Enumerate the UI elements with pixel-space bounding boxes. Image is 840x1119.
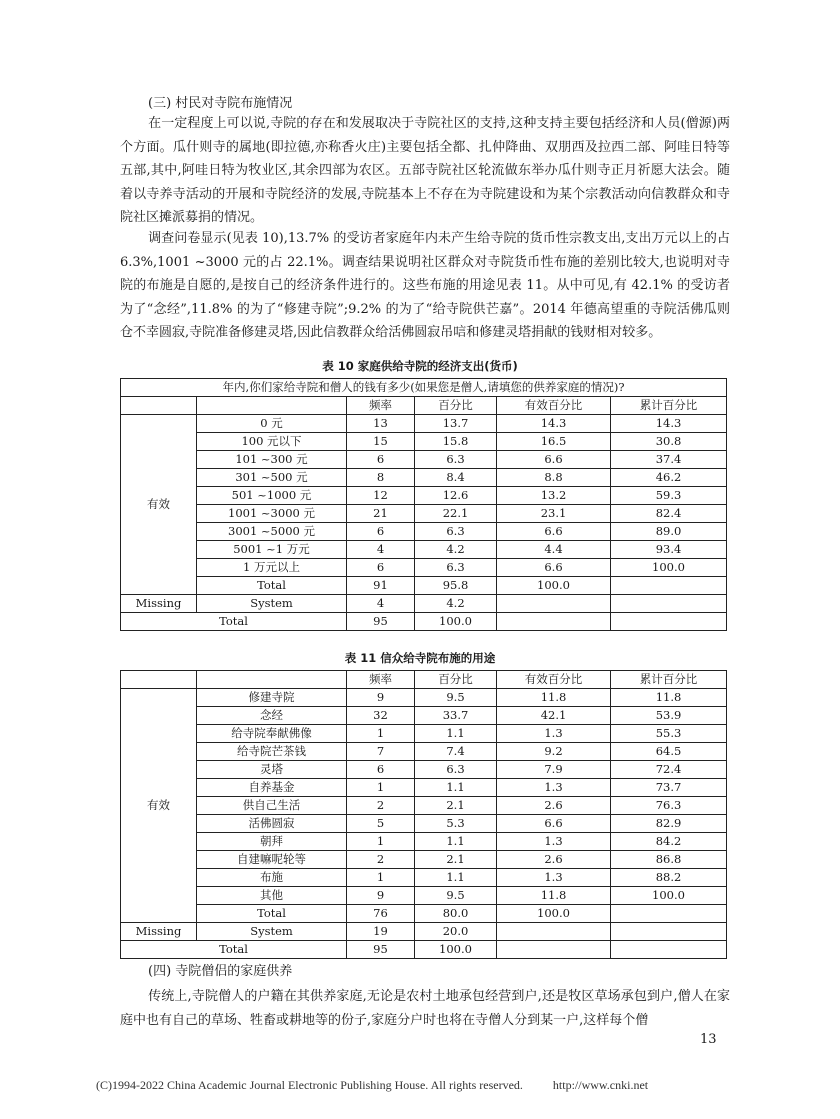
paragraph-2 <box>120 227 730 345</box>
table-cell-valid-pct: 23.1 <box>497 505 611 523</box>
section-heading-4: (四) 寺院僧侣的家庭供养 <box>148 964 293 979</box>
table-cell-freq: 2 <box>347 797 415 815</box>
table-cell-cum-pct: 89.0 <box>611 523 727 541</box>
table-row <box>121 469 727 487</box>
empty-cell <box>497 941 611 959</box>
table-header-cell: 累计百分比 <box>611 397 727 415</box>
table-cell-pct: 8.4 <box>415 469 497 487</box>
table-10-question-row <box>121 379 727 397</box>
table-cell-valid-pct: 16.5 <box>497 433 611 451</box>
table-cell-pct: 2.1 <box>415 851 497 869</box>
table-header-blank <box>197 671 347 689</box>
grand-total-row <box>121 941 727 959</box>
table-cell-pct: 1.1 <box>415 833 497 851</box>
table-cell-freq: 7 <box>347 743 415 761</box>
empty-cell <box>497 923 611 941</box>
table-cell-valid-pct: 2.6 <box>497 851 611 869</box>
table-cell-freq: 6 <box>347 559 415 577</box>
table-header-cell: 百分比 <box>415 671 497 689</box>
table-cell-label: Total <box>197 905 347 923</box>
table-header-cell: 有效百分比 <box>497 671 611 689</box>
missing-label: Missing <box>121 923 197 941</box>
table-cell-freq: 12 <box>347 487 415 505</box>
table-cell-label: 100 元以下 <box>197 433 347 451</box>
table-cell-valid-pct: 7.9 <box>497 761 611 779</box>
table-row <box>121 797 727 815</box>
table-cell-freq: 8 <box>347 469 415 487</box>
table-cell-valid-pct: 9.2 <box>497 743 611 761</box>
table-row <box>121 761 727 779</box>
table-cell-valid-pct: 6.6 <box>497 559 611 577</box>
table-cell-valid-pct: 100.0 <box>497 577 611 595</box>
table-cell-label: 给寺院芒茶钱 <box>197 743 347 761</box>
paragraph-1-text: 在一定程度上可以说,寺院的存在和发展取决于寺院社区的支持,这种支持主要包括经济和人员(僧源)两个方面。瓜什则寺的属地(即拉德,亦称香火庄)主要包括全都、扎仲降曲、双朋西及拉西二部、阿哇日特等五部,其中,阿哇日特为牧业区,其余四部为农区。五部寺院社区轮流做东举办瓜什则寺正月祈愿大法会。随着以寺养寺活动的开展和寺院经济的发展,寺院基本上不存在为寺院建设和为某个宗教活动向信教群众和寺院社区摊派募捐的情况。 <box>120 116 730 226</box>
table-cell-label: Total <box>197 577 347 595</box>
table-row <box>121 523 727 541</box>
table-cell-pct: 6.3 <box>415 761 497 779</box>
table-cell-cum-pct: 72.4 <box>611 761 727 779</box>
table-cell-label: 其他 <box>197 887 347 905</box>
table-10-question: 年内,你们家给寺院和僧人的钱有多少(如果您是僧人,请填您的供养家庭的情况)? <box>121 379 727 397</box>
table-cell-pct: 6.3 <box>415 523 497 541</box>
table-cell-label: 3001 ~5000 元 <box>197 523 347 541</box>
table-cell-valid-pct: 13.2 <box>497 487 611 505</box>
table-cell-freq: 1 <box>347 869 415 887</box>
table-cell-cum-pct: 53.9 <box>611 707 727 725</box>
table-cell-label: 301 ~500 元 <box>197 469 347 487</box>
table-cell-freq: 13 <box>347 415 415 433</box>
table-cell-label: 布施 <box>197 869 347 887</box>
empty-cell <box>611 923 727 941</box>
table-cell-pct: 13.7 <box>415 415 497 433</box>
table-cell-label: 修建寺院 <box>197 689 347 707</box>
paragraph-3-text: 传统上,寺院僧人的户籍在其供养家庭,无论是农村土地承包经营到户,还是牧区草场承包到户,僧人在家庭中也有自己的草场、牲畜或耕地等的份子,家庭分户时也将在寺僧人分到某一户,这样每个僧 <box>120 989 730 1028</box>
table-cell-pct: 1.1 <box>415 869 497 887</box>
table-cell-cum-pct: 100.0 <box>611 887 727 905</box>
table-cell-pct: 2.1 <box>415 797 497 815</box>
table-11 <box>120 670 727 959</box>
paragraph-3 <box>120 985 730 1032</box>
empty-cell <box>611 941 727 959</box>
table-cell-valid-pct: 1.3 <box>497 779 611 797</box>
table-header-blank <box>197 397 347 415</box>
table-cell-cum-pct: 84.2 <box>611 833 727 851</box>
table-cell-pct: 4.2 <box>415 541 497 559</box>
table-cell-freq: 19 <box>347 923 415 941</box>
table-cell-pct: 33.7 <box>415 707 497 725</box>
missing-row <box>121 595 727 613</box>
table-cell-label: 5001 ~1 万元 <box>197 541 347 559</box>
table-row <box>121 725 727 743</box>
table-row <box>121 487 727 505</box>
table-cell-pct: 12.6 <box>415 487 497 505</box>
table-10-header-row <box>121 397 727 415</box>
table-cell-cum-pct: 11.8 <box>611 689 727 707</box>
grand-total-label: Total <box>121 941 347 959</box>
table-cell-freq: 9 <box>347 689 415 707</box>
table-row <box>121 689 727 707</box>
table-cell-label: 供自己生活 <box>197 797 347 815</box>
table-cell-freq: 95 <box>347 613 415 631</box>
table-header-cell: 累计百分比 <box>611 671 727 689</box>
table-header-blank <box>121 397 197 415</box>
table-header-cell: 百分比 <box>415 397 497 415</box>
table-cell-cum-pct: 93.4 <box>611 541 727 559</box>
table-row <box>121 451 727 469</box>
table-cell-freq: 91 <box>347 577 415 595</box>
table-cell-valid-pct: 1.3 <box>497 725 611 743</box>
table-row <box>121 779 727 797</box>
table-header-blank <box>121 671 197 689</box>
table-cell-freq: 32 <box>347 707 415 725</box>
table-cell-pct: 1.1 <box>415 779 497 797</box>
table-cell-label: 活佛圆寂 <box>197 815 347 833</box>
page-number: 13 <box>700 1032 717 1047</box>
missing-system-label: System <box>197 923 347 941</box>
table-cell-pct: 7.4 <box>415 743 497 761</box>
table-cell-cum-pct: 30.8 <box>611 433 727 451</box>
table-cell-pct: 100.0 <box>415 941 497 959</box>
table-cell-label: 自建嘛呢轮等 <box>197 851 347 869</box>
missing-label: Missing <box>121 595 197 613</box>
table-cell-cum-pct: 88.2 <box>611 869 727 887</box>
table-cell-freq: 76 <box>347 905 415 923</box>
table-cell-pct: 22.1 <box>415 505 497 523</box>
table-cell-valid-pct: 6.6 <box>497 815 611 833</box>
table-row <box>121 433 727 451</box>
table-cell-valid-pct: 14.3 <box>497 415 611 433</box>
valid-group-label: 有效 <box>121 689 197 923</box>
footer <box>96 1078 648 1093</box>
table-cell-label: 给寺院奉献佛像 <box>197 725 347 743</box>
table-cell-freq: 6 <box>347 523 415 541</box>
table-cell-label: 1001 ~3000 元 <box>197 505 347 523</box>
table-cell-cum-pct: 100.0 <box>611 559 727 577</box>
table-row <box>121 415 727 433</box>
table-cell-valid-pct: 42.1 <box>497 707 611 725</box>
table-10-title: 表 10 家庭供给寺院的经济支出(货币) <box>322 359 518 373</box>
table-cell-label: 101 ~300 元 <box>197 451 347 469</box>
table-cell-cum-pct <box>611 905 727 923</box>
table-cell-valid-pct: 4.4 <box>497 541 611 559</box>
table-cell-cum-pct: 55.3 <box>611 725 727 743</box>
table-cell-pct: 20.0 <box>415 923 497 941</box>
table-cell-valid-pct: 2.6 <box>497 797 611 815</box>
missing-row <box>121 923 727 941</box>
table-cell-pct: 80.0 <box>415 905 497 923</box>
table-row <box>121 851 727 869</box>
table-cell-freq: 1 <box>347 833 415 851</box>
table-cell-cum-pct: 64.5 <box>611 743 727 761</box>
table-cell-pct: 100.0 <box>415 613 497 631</box>
table-cell-valid-pct: 11.8 <box>497 689 611 707</box>
table-cell-label: 灵塔 <box>197 761 347 779</box>
table-cell-freq: 5 <box>347 815 415 833</box>
table-cell-pct: 15.8 <box>415 433 497 451</box>
table-cell-label: 念经 <box>197 707 347 725</box>
table-cell-freq: 15 <box>347 433 415 451</box>
table-cell-valid-pct: 1.3 <box>497 833 611 851</box>
table-cell-valid-pct: 1.3 <box>497 869 611 887</box>
table-cell-pct: 6.3 <box>415 559 497 577</box>
table-cell-cum-pct: 37.4 <box>611 451 727 469</box>
grand-total-row <box>121 613 727 631</box>
table-cell-valid-pct: 100.0 <box>497 905 611 923</box>
table-row <box>121 559 727 577</box>
table-row <box>121 743 727 761</box>
footer-copyright: (C)1994-2022 China Academic Journal Electronic Publishing House. All rights reserved. <box>96 1078 523 1092</box>
table-cell-pct: 4.2 <box>415 595 497 613</box>
table-cell-freq: 1 <box>347 725 415 743</box>
table-header-cell: 有效百分比 <box>497 397 611 415</box>
paragraph-1 <box>120 112 730 230</box>
table-row <box>121 815 727 833</box>
missing-system-label: System <box>197 595 347 613</box>
table-cell-cum-pct: 73.7 <box>611 779 727 797</box>
table-11-header-row <box>121 671 727 689</box>
table-cell-pct: 5.3 <box>415 815 497 833</box>
table-cell-label: 501 ~1000 元 <box>197 487 347 505</box>
table-cell-valid-pct: 6.6 <box>497 523 611 541</box>
table-cell-cum-pct: 82.4 <box>611 505 727 523</box>
table-row <box>121 577 727 595</box>
footer-url[interactable]: http://www.cnki.net <box>552 1078 649 1092</box>
table-cell-cum-pct: 14.3 <box>611 415 727 433</box>
table-cell-freq: 9 <box>347 887 415 905</box>
table-cell-freq: 4 <box>347 541 415 559</box>
table-row <box>121 541 727 559</box>
table-cell-pct: 9.5 <box>415 689 497 707</box>
table-cell-label: 朝拜 <box>197 833 347 851</box>
table-cell-cum-pct: 82.9 <box>611 815 727 833</box>
table-cell-valid-pct: 6.6 <box>497 451 611 469</box>
table-cell-label: 1 万元以上 <box>197 559 347 577</box>
empty-cell <box>497 613 611 631</box>
grand-total-label: Total <box>121 613 347 631</box>
table-cell-cum-pct <box>611 577 727 595</box>
table-row <box>121 887 727 905</box>
table-header-cell: 频率 <box>347 397 415 415</box>
table-row <box>121 869 727 887</box>
table-cell-valid-pct: 8.8 <box>497 469 611 487</box>
table-row <box>121 833 727 851</box>
table-cell-label: 0 元 <box>197 415 347 433</box>
table-cell-freq: 4 <box>347 595 415 613</box>
table-cell-pct: 9.5 <box>415 887 497 905</box>
paragraph-2-text: 调查问卷显示(见表 10),13.7% 的受访者家庭年内未产生给寺院的货币性宗教支出,支出万元以上的占 6.3%,1001 ~3000 元的占 22.1%。调查结果说明社区群众对寺院货币性布施的差别比较大,也说明对寺院的布施是自愿的,是按自己的经济条件进行的。这些布施的用途见表 11。从中可见,有 42.1% 的受访者为了“念经”,11.8% 的为了“修建寺院”;9.2% 的为了“给寺院供芒嘉”。2014 年德高望重的寺院活佛瓜则仓不幸圆寂,寺院准备修建灵塔,因此信教群众给活佛圆寂吊唁和修建灵塔捐献的钱财相对较多。 <box>120 231 730 341</box>
empty-cell <box>611 595 727 613</box>
table-10 <box>120 378 727 631</box>
table-cell-label: 自养基金 <box>197 779 347 797</box>
table-cell-freq: 2 <box>347 851 415 869</box>
table-cell-freq: 95 <box>347 941 415 959</box>
table-cell-freq: 21 <box>347 505 415 523</box>
table-cell-cum-pct: 86.8 <box>611 851 727 869</box>
table-row <box>121 505 727 523</box>
table-cell-cum-pct: 76.3 <box>611 797 727 815</box>
table-cell-freq: 6 <box>347 761 415 779</box>
table-cell-cum-pct: 46.2 <box>611 469 727 487</box>
empty-cell <box>497 595 611 613</box>
table-cell-pct: 95.8 <box>415 577 497 595</box>
table-cell-freq: 6 <box>347 451 415 469</box>
valid-group-label: 有效 <box>121 415 197 595</box>
table-header-cell: 频率 <box>347 671 415 689</box>
table-11-title: 表 11 信众给寺院布施的用途 <box>344 651 496 665</box>
table-cell-pct: 1.1 <box>415 725 497 743</box>
table-cell-valid-pct: 11.8 <box>497 887 611 905</box>
table-row <box>121 707 727 725</box>
table-cell-freq: 1 <box>347 779 415 797</box>
section-heading-3: (三) 村民对寺院布施情况 <box>148 96 293 111</box>
empty-cell <box>611 613 727 631</box>
table-cell-pct: 6.3 <box>415 451 497 469</box>
table-row <box>121 905 727 923</box>
table-cell-cum-pct: 59.3 <box>611 487 727 505</box>
